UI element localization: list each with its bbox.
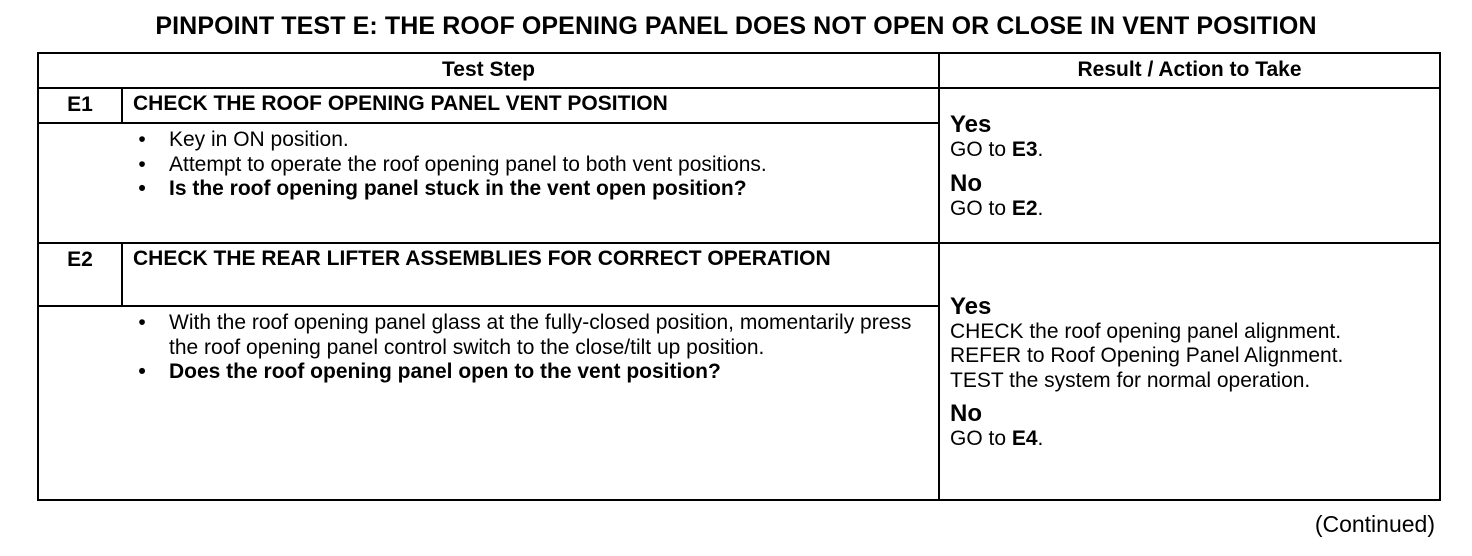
test-step-header: Test Step [38,53,939,88]
result-header: Result / Action to Take [939,53,1440,88]
step-bullets [122,124,938,208]
list-item [132,128,938,153]
bullet-icon: • [138,128,146,151]
blank-cell [38,306,122,500]
goto-suffix: . [1037,138,1044,161]
bullet-text: Key in ON position. [169,128,349,151]
step-id: E2 [38,243,122,306]
yes-line: CHECK the roof opening panel alignment. [950,319,1342,343]
table-header-row [38,53,1440,88]
question-text: Does the roof opening panel open to the vent position? [169,360,721,383]
step-title: CHECK THE REAR LIFTER ASSEMBLIES FOR CORRECT OPERATION [122,243,939,306]
bullet-icon: • [138,311,146,334]
step-title-row [38,88,1440,123]
list-item [132,311,938,360]
yes-line: TEST the system for normal operation. [950,368,1311,392]
list-item [132,153,938,178]
no-action [950,197,1429,222]
no-label: No [950,169,982,197]
goto-link[interactable]: E4 [1011,427,1038,450]
step-title: CHECK THE ROOF OPENING PANEL VENT POSITION [122,88,939,123]
step-title-row [38,243,1440,306]
goto-suffix: . [1037,427,1044,450]
bullet-icon: • [138,152,146,176]
blank-cell [38,123,122,243]
step-body [122,306,939,500]
pinpoint-test-table [37,52,1441,501]
bullet-text: Attempt to operate the roof opening panel to both vent positions. [169,152,767,176]
bullet-icon: • [138,360,146,383]
yes-label: Yes [950,292,992,320]
list-item-question [132,360,938,385]
bullet-text: With the roof opening panel glass at the fully-closed position, momentarily press the roof opening panel control switch to the close/tilt up position. [169,311,912,359]
step-body [122,123,939,243]
yes-action [950,138,1429,163]
list-item-question [132,177,938,202]
yes-line: REFER to Roof Opening Panel Alignment. [950,344,1344,367]
result-cell [939,243,1440,500]
goto-link[interactable]: E2 [1011,196,1038,220]
goto-text: GO to [950,138,1012,161]
no-action [950,427,1429,452]
yes-label: Yes [950,111,992,138]
goto-suffix: . [1037,196,1044,220]
bullet-icon: • [138,177,146,200]
step-bullets [122,307,938,391]
result-cell [939,88,1440,243]
goto-text: GO to [950,196,1012,220]
page-title: PINPOINT TEST E: THE ROOF OPENING PANEL DOES NOT OPEN OR CLOSE IN VENT POSITION [155,12,1317,40]
goto-link[interactable]: E3 [1011,138,1038,161]
goto-text: GO to [950,427,1012,450]
no-label: No [950,400,982,427]
step-id: E1 [38,88,122,123]
question-text: Is the roof opening panel stuck in the vent open position? [169,177,747,200]
continued-note: (Continued) [1314,511,1435,537]
